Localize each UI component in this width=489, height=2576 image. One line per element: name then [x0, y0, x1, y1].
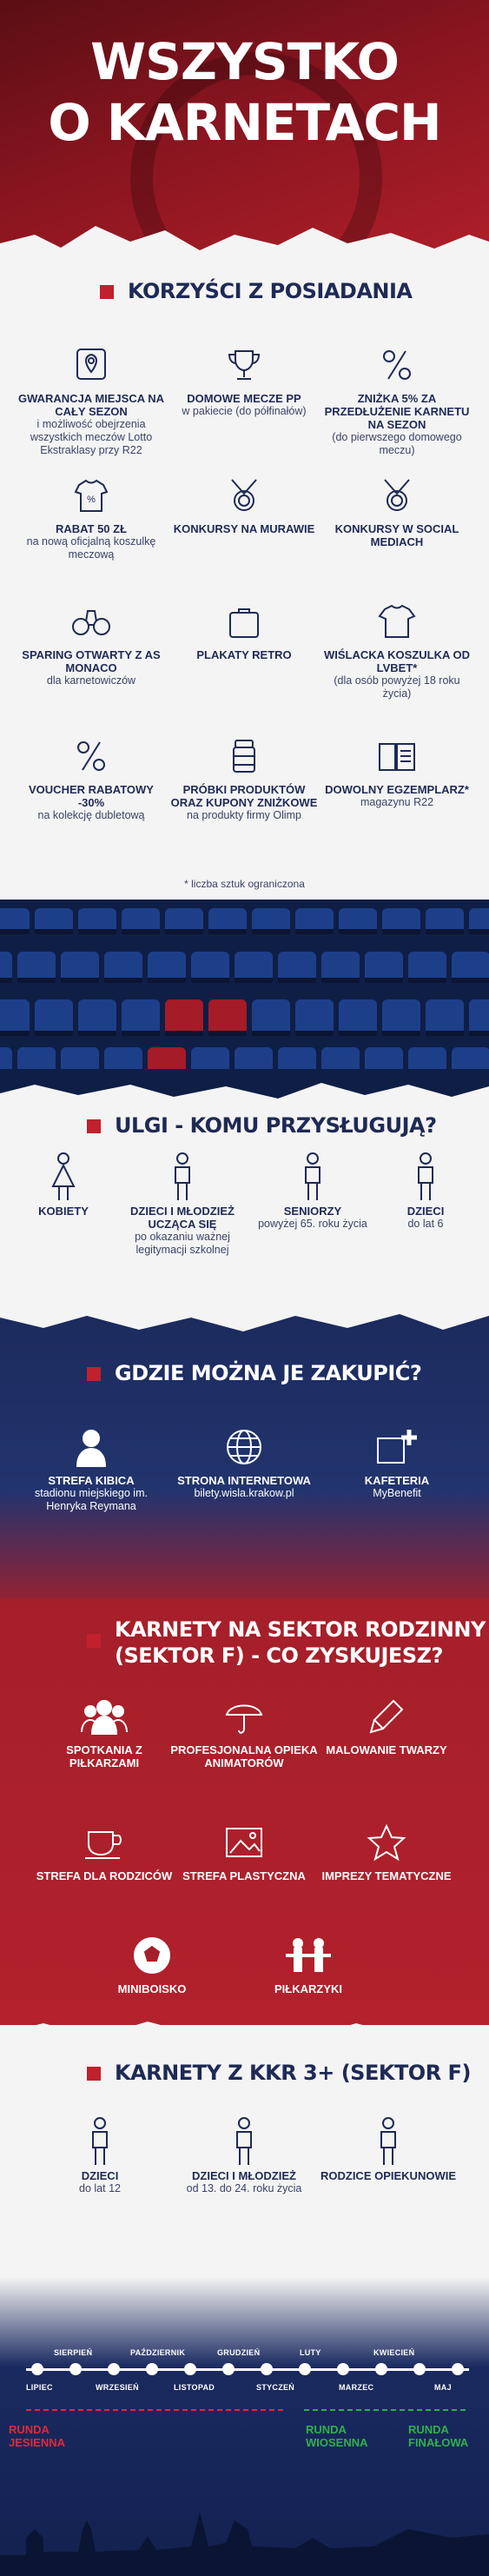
gdzie-items-item — [17, 1425, 165, 1513]
stadium-seat — [426, 908, 464, 934]
item-subtitle: do lat 12 — [79, 2182, 121, 2194]
benefits-items-item — [17, 734, 165, 822]
rodzinny-items-item — [313, 1821, 460, 1882]
benefits-items-item — [323, 343, 471, 457]
benefits-items-item — [170, 343, 318, 418]
benefits-items-item — [17, 600, 165, 687]
timeline-dot — [375, 2363, 387, 2375]
item-title: SPOTKANIA Z PIŁKARZAMI — [66, 1743, 142, 1769]
item-subtitle: powyżej 65. roku życia — [258, 1218, 367, 1230]
timeline-dot — [299, 2363, 311, 2375]
round-name: FINAŁOWA — [408, 2436, 469, 2449]
stadium-seat — [452, 952, 489, 983]
item-title: DZIECI I MŁODZIEŻ — [192, 2169, 296, 2182]
stadium-seat — [191, 952, 229, 983]
item-title: DOWOLNY EGZEMPLARZ* — [325, 783, 469, 796]
benefits-items-item — [170, 474, 318, 535]
item-title: STREFA KIBICA — [48, 1474, 135, 1487]
title-square-icon — [87, 1367, 101, 1381]
stadium-seat — [122, 908, 160, 934]
item-subtitle: na kolekcję dubletową — [37, 809, 145, 821]
item-subtitle: do lat 6 — [407, 1218, 444, 1230]
person-icon — [369, 1156, 482, 1199]
item-title: MALOWANIE TWARZY — [326, 1743, 447, 1756]
item-title: STREFA PLASTYCZNA — [182, 1869, 306, 1882]
brush-icon — [313, 1695, 460, 1738]
item-subtitle: dla karnetowiczów — [46, 674, 136, 687]
item-title: IMPREZY TEMATYCZNE — [321, 1869, 452, 1882]
item-title: VOUCHER RABATOWY -30% — [29, 783, 154, 809]
stadium-seat — [35, 908, 73, 934]
item-title: WIŚLACKA KOSZULKA OD LVBET* — [323, 648, 471, 674]
torn-paper-edge — [0, 209, 489, 287]
hero-title-line1: WSZYSTKO — [90, 32, 399, 91]
stadium-seat — [321, 952, 360, 983]
title-square-icon — [100, 285, 114, 299]
rodzinny-items-item — [30, 1821, 178, 1882]
autumn-round-bar — [26, 2409, 287, 2411]
ulgi-section — [0, 1069, 489, 1330]
item-title: DZIECI I MŁODZIEŻ UCZĄCA SIĘ — [130, 1205, 235, 1231]
item-subtitle: i możliwość obejrzenia wszystkich meczów Lotto Ekstraklasy przy R22 — [30, 418, 153, 456]
item-title: STRONA INTERNETOWA — [177, 1474, 311, 1487]
woman-icon — [7, 1156, 120, 1199]
item-title: STREFA DLA RODZICÓW — [36, 1869, 173, 1882]
gdzie-section — [0, 1304, 489, 1617]
item-title: PIŁKARZYKI — [274, 1982, 342, 1995]
timeline-month-bottom: LISTOPAD — [174, 2383, 215, 2392]
ulgi-section-title: ULGI - KOMU PRZYSŁUGUJĄ? — [87, 1112, 437, 1139]
binoculars-icon — [17, 600, 165, 643]
stadium-seat — [0, 952, 12, 983]
timeline-month-top: PAŹDZIERNIK — [130, 2348, 186, 2357]
stadium-seat — [339, 999, 377, 1036]
foosball-icon — [235, 1934, 382, 1977]
timeline-month-bottom: LIPIEC — [26, 2383, 53, 2392]
star-icon — [313, 1821, 460, 1864]
kkr-items-item — [26, 2121, 174, 2195]
torn-paper-edge — [0, 1304, 489, 1347]
stadium-seat — [208, 908, 247, 934]
person-icon — [170, 2121, 318, 2164]
stadium-seat — [382, 999, 420, 1036]
krakow-skyline — [0, 2494, 489, 2576]
globe-icon — [170, 1425, 318, 1469]
magazine-icon — [323, 734, 471, 778]
person-icon — [17, 1425, 165, 1469]
jersey-percent-icon — [17, 474, 165, 517]
stadium-seat — [365, 952, 403, 983]
tshirt-icon — [323, 600, 471, 643]
umbrella-icon — [170, 1695, 318, 1738]
rodzinny-items-item — [235, 1934, 382, 1995]
benefits-items-item — [323, 474, 471, 548]
rodzinny-items-item — [78, 1934, 226, 1995]
rodzinny-items-item — [170, 1821, 318, 1882]
ball-icon — [78, 1934, 226, 1977]
svg-text:%: % — [87, 495, 96, 505]
item-title: MINIBOISKO — [117, 1982, 187, 1995]
item-title: KOBIETY — [38, 1205, 89, 1218]
stadium-seat — [122, 999, 160, 1036]
item-title: KONKURSY NA MURAWIE — [173, 522, 315, 535]
timeline-round-label — [408, 2423, 468, 2449]
stadium-seat — [295, 908, 334, 934]
stadium-seat — [78, 908, 116, 934]
timeline-dot — [261, 2363, 273, 2375]
stadium-seat — [235, 952, 273, 983]
kkr-items-item — [314, 2121, 462, 2182]
timeline-month-top: GRUDZIEŃ — [217, 2348, 261, 2357]
item-title: KAFETERIA — [364, 1474, 430, 1487]
map-pin-icon — [17, 343, 165, 387]
timeline-dot — [31, 2363, 43, 2375]
title-square-icon — [87, 2067, 101, 2081]
timeline-dot — [337, 2363, 349, 2375]
torn-paper-edge — [0, 1069, 489, 1112]
rodzinny-items-item — [170, 1695, 318, 1769]
timeline-month-bottom: STYCZEŃ — [256, 2383, 295, 2392]
rodzinny-title-line1: KARNETY NA SEKTOR RODZINNY — [115, 1617, 486, 1642]
percent-icon — [323, 343, 471, 387]
person-icon — [126, 1156, 239, 1199]
hero-title-line2: O KARNETACH — [48, 93, 441, 152]
stadium-seat — [382, 908, 420, 934]
medal-icon — [170, 474, 318, 517]
round-name: JESIENNA — [9, 2436, 66, 2449]
cafeteria-icon — [323, 1425, 471, 1469]
item-title: RABAT 50 ZŁ — [55, 522, 128, 535]
timeline-dot — [146, 2363, 158, 2375]
round-word: RUNDA — [9, 2423, 50, 2436]
benefits-items-item — [323, 600, 471, 700]
stadium-seat — [61, 952, 99, 983]
round-word: RUNDA — [306, 2423, 347, 2436]
stadium-seat — [295, 999, 334, 1036]
kkr-section — [0, 2025, 489, 2312]
rodzinny-title-line2: (SEKTOR F) - CO ZYSKUJESZ? — [115, 1643, 443, 1668]
timeline-round-label — [306, 2423, 368, 2449]
item-title: ZNIŻKA 5% ZA PRZEDŁUŻENIE KARNETU NA SEZON — [324, 392, 470, 431]
stadium-seat — [252, 908, 290, 934]
timeline-dot — [108, 2363, 120, 2375]
jar-icon — [170, 734, 318, 778]
item-title: DOMOWE MECZE PP — [187, 392, 301, 405]
stadium-seat — [0, 999, 30, 1036]
person-icon — [26, 2121, 174, 2164]
item-title: RODZICE OPIEKUNOWIE — [320, 2169, 456, 2182]
rodzinny-title-text — [115, 1617, 486, 1669]
benefits-items-item — [323, 734, 471, 809]
group-icon — [30, 1695, 178, 1738]
stadium-seat — [78, 999, 116, 1036]
round-name: WIOSENNA — [306, 2436, 368, 2449]
gdzie-section-title: GDZIE MOŻNA JE ZAKUPIĆ? — [87, 1360, 421, 1386]
rodzinny-items-item — [313, 1695, 460, 1756]
timeline-month-bottom: WRZESIEŃ — [96, 2383, 139, 2392]
stadium-seat — [35, 999, 73, 1036]
stadium-seat — [339, 908, 377, 934]
medal-icon — [323, 474, 471, 517]
item-subtitle: magazynu R22 — [360, 796, 434, 808]
item-subtitle: (do pierwszego domowego meczu) — [332, 431, 462, 456]
benefits-section-title: KORZYŚCI Z POSIADANIA — [100, 278, 413, 304]
stadium-seat — [469, 908, 489, 934]
item-title: PRÓBKI PRODUKTÓW ORAZ KUPONY ZNIŻKOWE — [170, 783, 318, 809]
item-subtitle: na produkty firmy Olimp — [187, 809, 301, 821]
item-subtitle: MyBenefit — [373, 1487, 421, 1499]
item-subtitle: na nową oficjalną koszulkę meczową — [26, 535, 156, 561]
stadium-seat — [165, 908, 203, 934]
timeline-dot — [184, 2363, 196, 2375]
stadium-seat — [104, 952, 142, 983]
item-title: DZIECI — [81, 2169, 119, 2182]
ulgi-items-item — [7, 1156, 120, 1218]
round-word: RUNDA — [408, 2423, 449, 2436]
stadium-seat — [0, 908, 30, 934]
benefits-items-item — [17, 343, 165, 457]
item-title: SPARING OTWARTY Z AS MONACO — [22, 648, 161, 674]
benefits-items-item — [17, 474, 165, 561]
person-icon — [314, 2121, 462, 2164]
benefits-items-item — [170, 734, 318, 822]
stadium-seat — [408, 952, 446, 983]
hero-section — [0, 0, 489, 287]
coffee-icon — [30, 1821, 178, 1864]
stadium-seat — [252, 999, 290, 1036]
benefits-items-item — [170, 600, 318, 661]
ulgi-items-item — [369, 1156, 482, 1231]
item-subtitle: stadionu miejskiego im. Henryka Reymana — [35, 1487, 148, 1512]
timeline-dot — [452, 2363, 464, 2375]
kkr-items-item — [170, 2121, 318, 2195]
spring-round-bar — [304, 2409, 469, 2411]
item-title: GWARANCJA MIEJSCA NA CAŁY SEZON — [17, 392, 165, 418]
item-subtitle: w pakiecie (do półfinałów) — [182, 405, 307, 417]
ulgi-items-item — [126, 1156, 239, 1257]
stadium-seat — [208, 999, 247, 1036]
item-title: KONKURSY W SOCIAL MEDIACH — [334, 522, 459, 548]
item-subtitle: bilety.wisla.krakow.pl — [194, 1487, 294, 1499]
item-title: PLAKATY RETRO — [196, 648, 292, 661]
rodzinny-items-item — [30, 1695, 178, 1769]
gdzie-items-item — [323, 1425, 471, 1500]
benefits-footnote: * liczba sztuk ograniczona — [184, 878, 305, 890]
trophy-icon — [170, 343, 318, 387]
person-icon — [256, 1156, 369, 1199]
timeline-dot — [222, 2363, 235, 2375]
item-title: DZIECI — [406, 1205, 445, 1218]
kkr-section-title: KARNETY Z KKR 3+ (SEKTOR F) — [87, 2060, 471, 2086]
title-square-icon — [87, 1119, 101, 1133]
picture-icon — [170, 1821, 318, 1864]
timeline-month-bottom: MARZEC — [339, 2383, 374, 2392]
timeline-month-top: SIERPIEŃ — [54, 2348, 93, 2357]
item-subtitle: (dla osób powyżej 18 roku życia) — [334, 674, 460, 700]
timeline-dot — [413, 2363, 426, 2375]
item-subtitle: od 13. do 24. roku życia — [186, 2182, 302, 2194]
stadium-seat — [17, 952, 56, 983]
poster-bag-icon — [170, 600, 318, 643]
item-title: SENIORZY — [283, 1205, 342, 1218]
ulgi-items-item — [256, 1156, 369, 1231]
item-subtitle: po okazaniu ważnej legitymacji szkolnej — [135, 1231, 230, 1256]
title-square-icon — [87, 1634, 101, 1648]
stadium-seat — [426, 999, 464, 1036]
rodzinny-section-title — [87, 1617, 486, 1669]
item-title: PROFESJONALNA OPIEKA ANIMATORÓW — [170, 1743, 318, 1769]
timeline-month-bottom: MAJ — [434, 2383, 452, 2392]
percent-icon — [17, 734, 165, 778]
rodzinny-section — [0, 1599, 489, 2051]
stadium-seat — [469, 999, 489, 1036]
timeline-month-top: KWIECIEŃ — [373, 2348, 415, 2357]
timeline-month-top: LUTY — [300, 2348, 321, 2357]
stadium-seats-photo — [0, 900, 489, 1091]
timeline-round-label — [9, 2423, 65, 2449]
timeline-dot — [69, 2363, 82, 2375]
stadium-seat — [148, 952, 186, 983]
timeline-line — [26, 2368, 469, 2371]
season-timeline — [0, 2277, 489, 2576]
stadium-seat — [165, 999, 203, 1036]
gdzie-items-item — [170, 1425, 318, 1500]
stadium-seat — [278, 952, 316, 983]
